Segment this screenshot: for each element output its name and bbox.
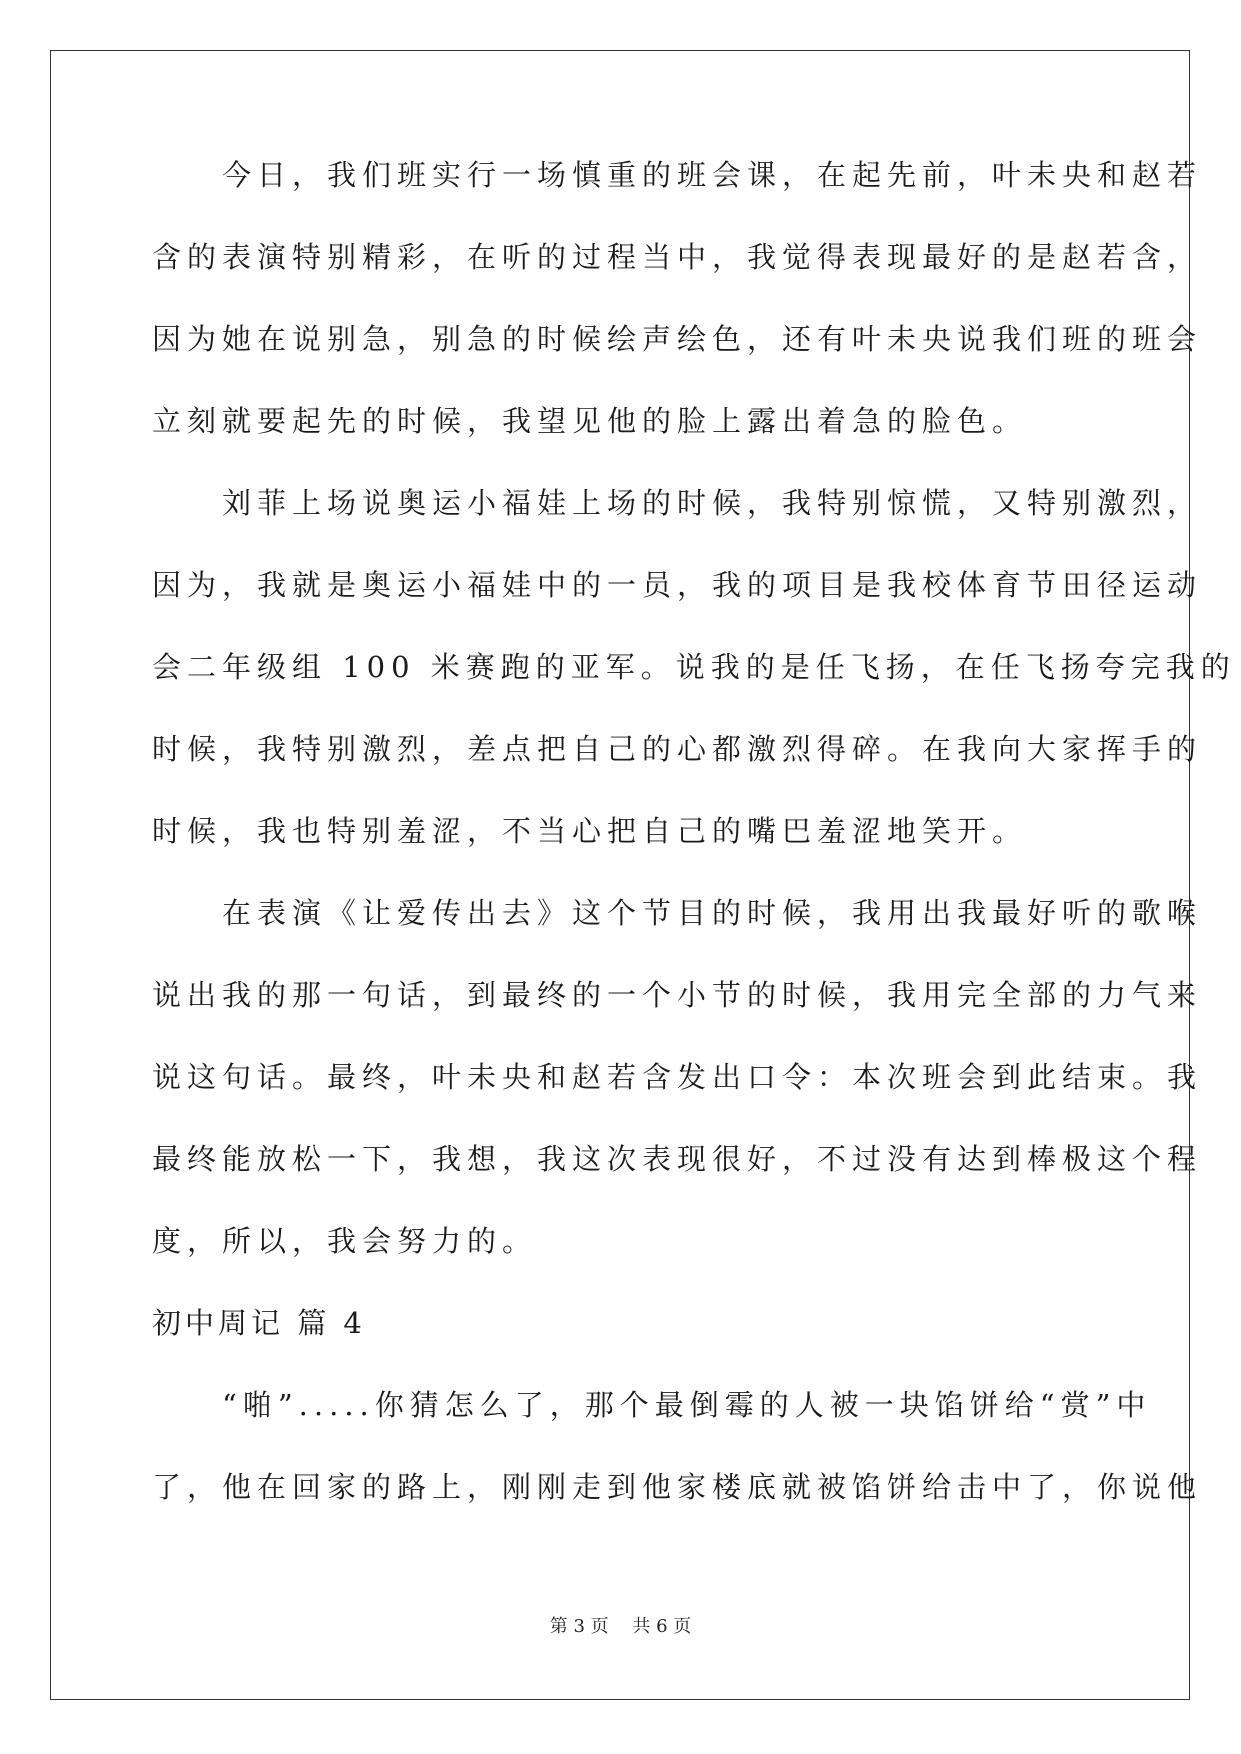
- paragraph-line: 刘菲上场说奥运小福娃上场的时候，我特别惊慌，又特别激烈，: [152, 486, 1203, 520]
- paragraph-line: “啪”.....你猜怎么了，那个最倒霉的人被一块馅饼给“赏”中: [152, 1388, 1152, 1422]
- paragraph-line: 了，他在回家的路上，刚刚走到他家楼底就被馅饼给击中了，你说他: [152, 1470, 1203, 1504]
- paragraph-line: 今日，我们班实行一场慎重的班会课，在起先前，叶未央和赵若: [152, 158, 1203, 192]
- paragraph-line: 时候，我也特别羞涩，不当心把自己的嘴巴羞涩地笑开。: [152, 814, 1028, 848]
- paragraph-line: 度，所以，我会努力的。: [152, 1224, 538, 1258]
- paragraph-line: 最终能放松一下，我想，我这次表现很好，不过没有达到棒极这个程: [152, 1142, 1203, 1176]
- paragraph-line: 因为她在说别急，别急的时候绘声绘色，还有叶未央说我们班的班会: [152, 322, 1203, 356]
- section-heading: 初中周记 篇 4: [152, 1306, 366, 1340]
- paragraph-line: 含的表演特别精彩，在听的过程当中，我觉得表现最好的是赵若含，: [152, 240, 1203, 274]
- page-number-footer: 第 3 页 共 6 页: [549, 1616, 692, 1637]
- paragraph-line: 时候，我特别激烈，差点把自己的心都激烈得碎。在我向大家挥手的: [152, 732, 1203, 766]
- paragraph-line: 说出我的那一句话，到最终的一个小节的时候，我用完全部的力气来: [152, 978, 1203, 1012]
- paragraph-line: 会二年级组 100 米赛跑的亚军。说我的是任飞扬，在任飞扬夸完我的: [152, 650, 1236, 684]
- paragraph-line: 说这句话。最终，叶未央和赵若含发出口令：本次班会到此结束。我: [152, 1060, 1203, 1094]
- document-body: [152, 155, 1236, 1549]
- paragraph-line: 因为，我就是奥运小福娃中的一员，我的项目是我校体育节田径运动: [152, 568, 1203, 602]
- paragraph-line: 在表演《让爱传出去》这个节目的时候，我用出我最好听的歌喉: [152, 896, 1203, 930]
- paragraph-line: 立刻就要起先的时候，我望见他的脸上露出着急的脸色。: [152, 404, 1028, 438]
